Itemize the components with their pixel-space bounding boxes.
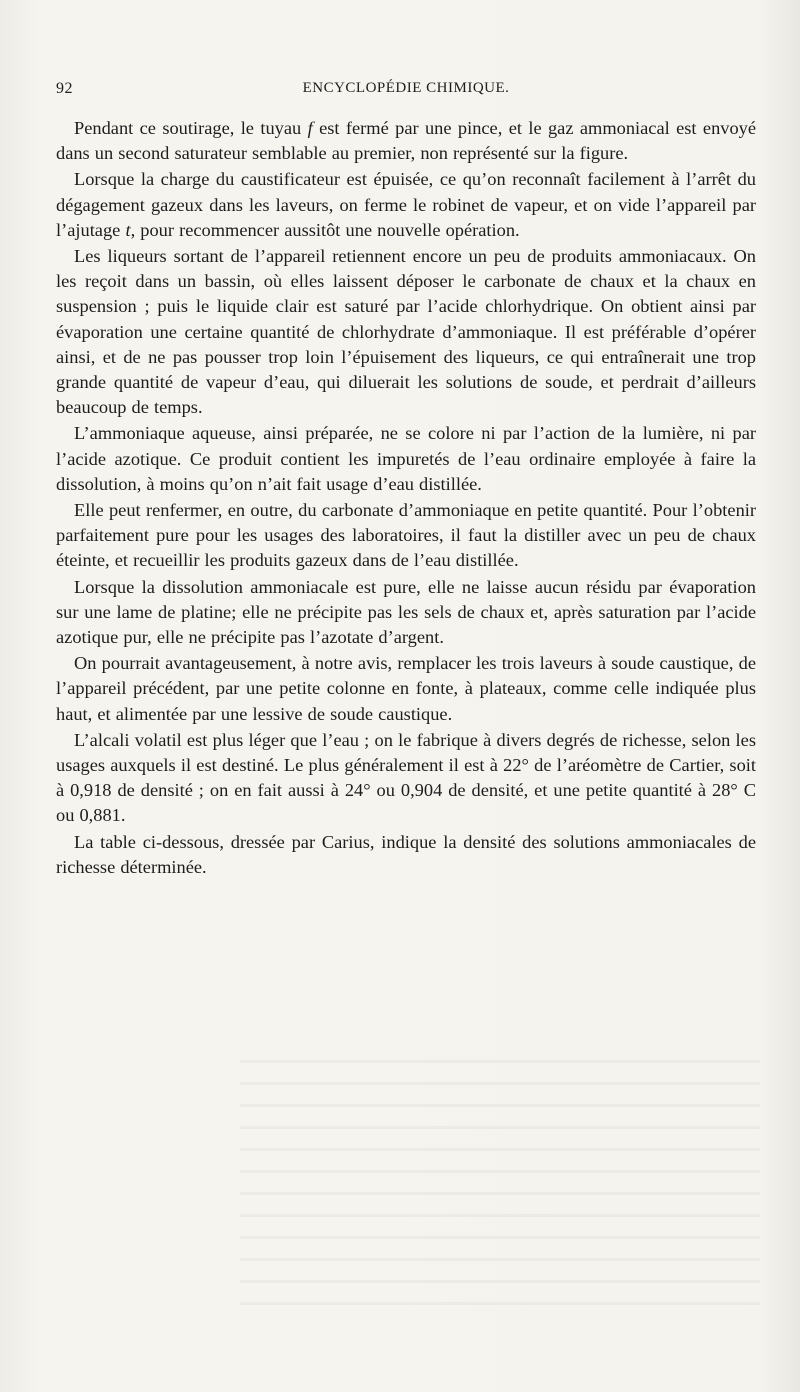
paragraph-7: On pourrait avantageusement, à notre avis, remplacer les trois laveurs à soude caustique, de l’appareil précédent, par une petite colonne en fonte, à plateaux, comme celle indiquée plus haut, et alimentée par une lessive de soude caustique. [56,653,756,724]
paragraph-9: La table ci-dessous, dressée par Carius, indique la densité des solutions ammoniacales de richesse déterminée. [56,831,756,877]
paragraph-2: Lorsque la charge du caustificateur est épuisée, ce qu’on reconnaît facilement à l’arrêt du dégagement gazeux dans les laveurs, on ferme le robinet de vapeur, et on vide l’appareil par l’ajutage t, pour recommencer aussitôt une nouvelle opération. [56,169,756,240]
paragraph-8: L’alcali volatil est plus léger que l’eau ; on le fabrique à divers degrés de richesse, selon les usages auxquels il est destiné. Le plus généralement il est à 22° de l’aréomètre de Cartier, soit à 0,918 de densité ; on en fait aussi à 24° ou 0,904 de densité, et une petite quantité à 28° C ou 0,881. [56,729,756,826]
page-number: 92 [56,80,73,97]
show-through-from-reverse [240,1060,760,1310]
paragraph-1: Pendant ce soutirage, le tuyau f est fermé par une pince, et le gaz ammoniacal est envoyé dans un second saturateur semblable au premier, non représenté sur la figure. [56,118,757,164]
paragraph-5: Elle peut renfermer, en outre, du carbonate d’ammoniaque en petite quantité. Pour l’obtenir parfaitement pure pour les usages des laboratoires, il faut la distiller avec un peu de chaux éteinte, et recueillir les produits gazeux dans de l’eau distillée. [56,500,756,571]
paragraph-4: L’ammoniaque aqueuse, ainsi préparée, ne se colore ni par l’action de la lumière, ni par l’acide azotique. Ce produit contient les impuretés de l’eau ordinaire employée à faire la dissolution, à moins qu’on n’ait fait usage d’eau distillée. [56,423,756,494]
running-head [56,80,756,104]
paragraph-3: Les liqueurs sortant de l’appareil retiennent encore un peu de produits ammoniacaux. On les reçoit dans un bassin, où elles laissent déposer le carbonate de chaux et la chaux en suspension ; puis le liquide clair est saturé par l’acide chlorhydrique. On obtient ainsi par évaporation une certaine quantité de chlorhydrate d’ammoniaque. Il est préférable d’opérer ainsi, et de ne pas pousser trop loin l’épuisement des liqueurs, ce qui entraînerait une trop grande quantité de vapeur d’eau, qui diluerait les solutions de soude, et perdrait d’ailleurs beaucoup de temps. [56,246,756,418]
body-text [56,116,756,881]
paragraph-6: Lorsque la dissolution ammoniacale est pure, elle ne laisse aucun résidu par évaporation sur une lame de platine; elle ne précipite pas les sels de chaux et, après saturation par l’acide azotique pur, elle ne précipite pas l’azotate d’argent. [56,576,756,648]
header-title: ENCYCLOPÉDIE CHIMIQUE. [302,80,510,96]
